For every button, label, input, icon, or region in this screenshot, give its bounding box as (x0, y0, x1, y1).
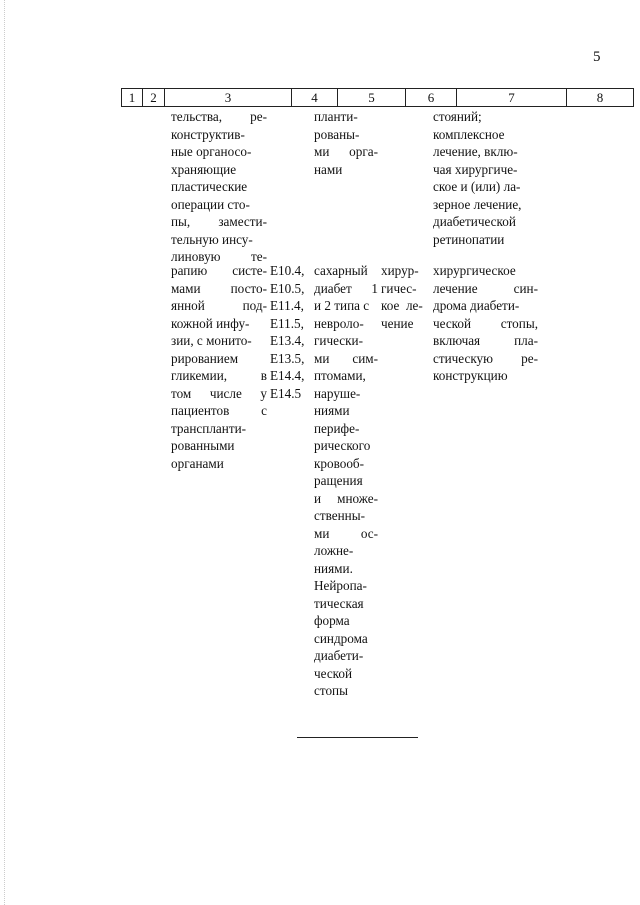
column-number: 8 (567, 89, 634, 107)
method-description (171, 262, 267, 472)
text-line: ниями. (314, 560, 353, 576)
text-line: Нейропа- (314, 578, 367, 593)
column-number-header (121, 88, 634, 107)
scan-edge-mark (4, 0, 5, 905)
text-line: ческой стопы, (433, 315, 538, 331)
text-line: конструктив- (171, 126, 245, 142)
text-line: мами посто- (171, 280, 267, 296)
text-line: операции сто- (171, 196, 250, 212)
text-line: ственны- (314, 508, 365, 523)
text-line: пластические (171, 179, 248, 194)
text-line: тическая (314, 595, 364, 611)
text-line: планти- (314, 109, 358, 124)
text-line: лечение, вклю- (433, 144, 518, 159)
text-line: включая пла- (433, 333, 538, 348)
text-line: сахарный (314, 263, 368, 278)
treatment-method-continued (433, 108, 538, 248)
text-line: кровооб- (314, 455, 365, 471)
text-line: зии, с монито- (171, 333, 252, 348)
text-line: рического (314, 438, 371, 453)
text-line: зерное лечение, (433, 196, 522, 212)
text-line: рованы- (314, 126, 360, 142)
icd-code: E11.4, (270, 298, 304, 313)
text-line: стопы (314, 683, 348, 698)
text-line: конструкцию (433, 368, 508, 383)
text-line: невроло- (314, 315, 364, 331)
column-number: 3 (165, 89, 292, 107)
text-line: ми орга- (314, 144, 378, 159)
text-line: янной под- (171, 298, 267, 313)
text-line: диабет 1 (314, 280, 378, 296)
icd-code: E11.5, (270, 315, 304, 331)
icd-code: E13.5, (270, 350, 305, 366)
icd-codes (270, 262, 314, 402)
text-line: и множе- (314, 490, 378, 506)
icd-code: E10.4, (270, 263, 305, 278)
text-line: ми сим- (314, 350, 378, 366)
treatment-method (433, 262, 538, 385)
text-line: чение (381, 315, 414, 331)
text-line: наруше- (314, 385, 361, 401)
text-line: ниями (314, 403, 350, 418)
text-line: нами (314, 161, 343, 177)
text-line: гичес- (381, 280, 417, 296)
treatment-type (381, 262, 429, 332)
text-line: том числе у (171, 385, 267, 401)
patient-model (314, 262, 378, 700)
text-line: органами (171, 455, 224, 471)
text-line: пы, замести- (171, 214, 267, 229)
text-line: ные органосо- (171, 144, 252, 159)
text-line: рированием (171, 350, 239, 366)
page-number: 5 (593, 49, 601, 65)
patient-model-continued (314, 108, 378, 178)
text-line: хирур- (381, 263, 419, 278)
icd-code: E13.4, (270, 333, 305, 348)
text-line: форма (314, 613, 350, 628)
text-line: кожной инфу- (171, 315, 250, 331)
text-line: перифе- (314, 420, 360, 436)
text-line: чая хирургиче- (433, 161, 518, 177)
text-line: храняющие (171, 161, 237, 177)
text-line: рапию систе- (171, 263, 267, 278)
icd-code: E14.4, (270, 368, 305, 383)
text-line: ческой (314, 665, 353, 681)
text-line: комплексное (433, 126, 505, 142)
text-line: ретинопатии (433, 231, 505, 247)
text-line: и 2 типа с (314, 298, 370, 313)
text-line: рованными (171, 438, 235, 453)
text-line: линовую те- (171, 249, 267, 264)
column-number: 5 (338, 89, 406, 107)
text-line: тельную инсу- (171, 231, 253, 247)
text-line: транспланти- (171, 420, 247, 436)
method-description-continued (171, 108, 267, 266)
text-line: кое ле- (381, 298, 423, 313)
text-line: лечение син- (433, 280, 538, 296)
column-number: 2 (143, 89, 165, 107)
text-line: синдрома (314, 630, 368, 646)
text-line: хирургическое (433, 263, 516, 278)
text-line: гликемии, в (171, 368, 267, 383)
text-line: ми ос- (314, 525, 378, 541)
text-line: ращения (314, 473, 363, 488)
end-separator-line (297, 737, 418, 738)
text-line: тельства, ре- (171, 109, 267, 124)
text-line: гически- (314, 333, 363, 348)
text-line: стояний; (433, 109, 482, 124)
text-line: диабетической (433, 214, 516, 229)
column-number: 4 (292, 89, 338, 107)
text-line: ложне- (314, 543, 354, 558)
text-line: пациентов с (171, 403, 267, 418)
icd-code: E10.5, (270, 280, 305, 296)
text-line: ское и (или) ла- (433, 179, 521, 194)
text-line: диабети- (314, 648, 364, 663)
text-line: дрома диабети- (433, 298, 520, 313)
icd-code: E14.5 (270, 385, 302, 401)
column-number: 1 (122, 89, 143, 107)
column-number: 7 (457, 89, 567, 107)
column-number: 6 (406, 89, 457, 107)
text-line: стическую ре- (433, 350, 538, 366)
text-line: птомами, (314, 368, 366, 383)
